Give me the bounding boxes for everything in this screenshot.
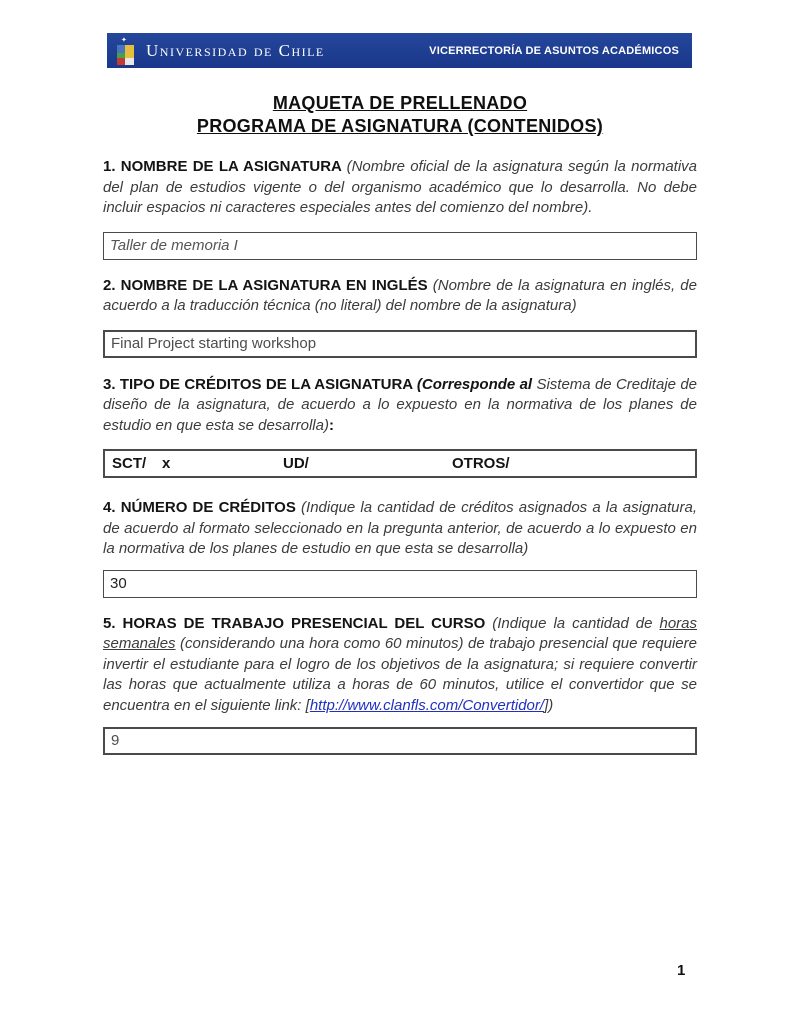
sct-selected-mark: x [162, 455, 171, 472]
crest-icon [117, 45, 134, 65]
section-1-heading: 1. NOMBRE DE LA ASIGNATURA [103, 158, 347, 175]
input-course-name-english[interactable] [103, 330, 697, 358]
star-icon: ✦ [121, 36, 127, 44]
section-3-heading: 3. TIPO DE CRÉDITOS DE LA ASIGNATURA [103, 375, 417, 393]
university-brand [116, 36, 325, 66]
crest-quadrant-red [117, 58, 125, 65]
otros-label: OTROS/ [452, 455, 510, 472]
section-4-description: 4. NÚMERO DE CRÉDITOS (Indique la cantidad de créditos asignados a la asignatura, de acuerdo al formato seleccionado en la pregunta anterior, de acuerdo a lo expuesto en la normativa de los planes de estudio en que esta se desarrolla) [103, 499, 697, 557]
course-name-value: Taller de memoria I [110, 236, 238, 254]
section-contact-hours [103, 614, 697, 756]
section-course-name [103, 157, 697, 260]
crest-quadrant-gold [125, 45, 134, 58]
university-name: Universidad de Chile [146, 40, 325, 60]
section-3-description: 3. TIPO DE CRÉDITOS DE LA ASIGNATURA (Corresponde al Sistema de Creditaje de diseño de la asignatura, de acuerdo a lo expuesto en la normativa de los planes de estudio en que esta se desarrolla): [103, 375, 697, 434]
crest-quadrant-blue [117, 45, 125, 53]
title-line-1: MAQUETA DE PRELLENADO [272, 93, 528, 113]
section-5-heading: 5. HORAS DE TRABAJO PRESENCIAL DEL CURSO [103, 614, 493, 632]
input-credit-count[interactable] [103, 570, 697, 598]
input-course-name[interactable] [103, 232, 697, 260]
sct-label: SCT/ [112, 455, 147, 472]
section-1-description: 1. NOMBRE DE LA ASIGNATURA (Nombre oficial de la asignatura según la normativa del plan de estudios vigente o del organismo académico que lo desarrolla. No debe incluir espacios ni caracteres especiales antes del comienzo del nombre). [103, 158, 698, 216]
section-course-name-english [103, 276, 697, 358]
credit-count-value: 30 [110, 574, 127, 592]
page-number: 1 [677, 962, 686, 979]
ud-label: UD/ [283, 455, 309, 472]
section-2-description: 2. NOMBRE DE LA ASIGNATURA EN INGLÉS (Nombre de la asignatura en inglés, de acuerdo a la traducción técnica (no literal) del nombre de la asignatura) [103, 276, 697, 314]
course-name-english-value: Final Project starting workshop [111, 334, 317, 352]
section-credit-count [103, 498, 697, 598]
vice-rectory-label: VICERRECTORÍA DE ASUNTOS ACADÉMICOS [429, 44, 679, 57]
section-4-heading: 4. NÚMERO DE CRÉDITOS [103, 499, 302, 516]
convertidor-link[interactable]: http://www.clanfls.com/Convertidor/ [309, 696, 545, 714]
section-2-heading: 2. NOMBRE DE LA ASIGNATURA EN INGLÉS [103, 276, 433, 294]
page-title [103, 92, 697, 138]
contact-hours-value: 9 [111, 732, 120, 749]
section-credit-type [103, 375, 697, 479]
title-line-2: PROGRAMA DE ASIGNATURA (CONTENIDOS) [196, 116, 604, 136]
crest-quadrant-white [125, 58, 134, 65]
underlined-phrase: horas semanales [103, 614, 698, 652]
input-contact-hours[interactable] [103, 727, 697, 755]
header-banner [107, 33, 692, 68]
section-5-description: 5. HORAS DE TRABAJO PRESENCIAL DEL CURSO (Indique la cantidad de horas semanales (considerando una hora como 60 minutos) de trabajo presencial que requiere invertir el estudiante para el logro de los objetivos de la asignatura; si requiere convertir las horas que actualmente utiliza a horas de 60 minutos, utilice el convertidor que se encuentra en el siguiente link: [http://www.clanfls.com/Convertidor/]) [103, 614, 698, 714]
credit-type-row[interactable] [103, 449, 697, 478]
university-logo-icon [116, 36, 137, 66]
